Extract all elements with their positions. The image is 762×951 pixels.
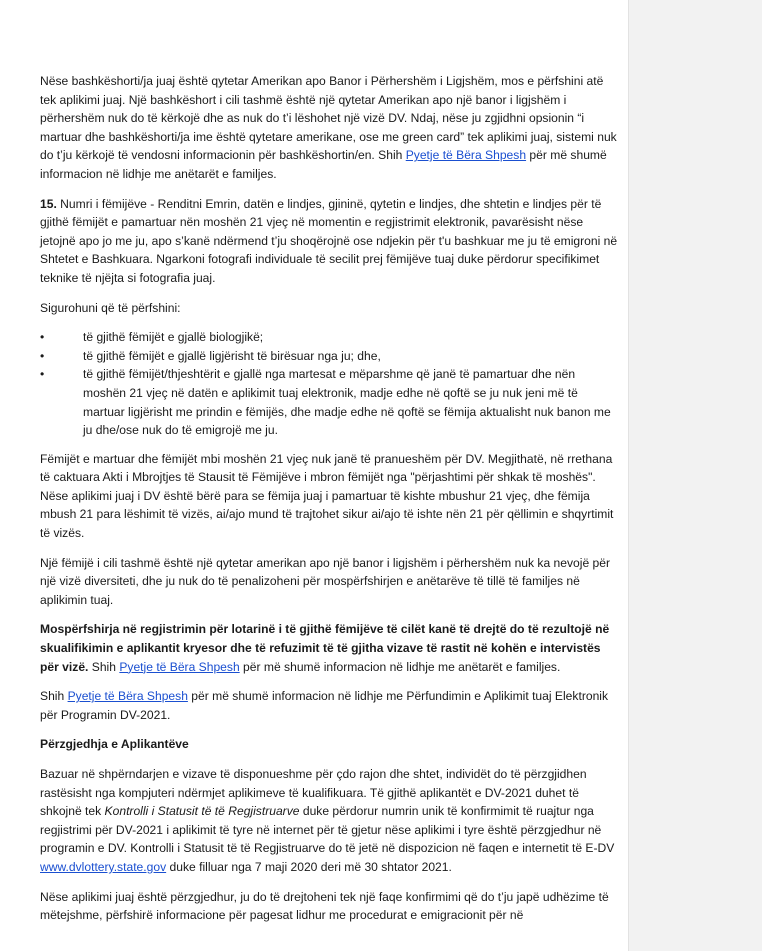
see-more-text-b: për më shumë informacion në lidhje me Përfundimin e Aplikimit tuaj Elektronik për Programin DV-2021. [40, 689, 609, 722]
bullet-icon: • [40, 367, 45, 382]
selection-heading: Përzgjedhja e Aplikantëve [40, 737, 189, 752]
failure-text-a: Shih [88, 659, 120, 674]
section-number: 15. [40, 196, 57, 211]
failure-bold-text: Mospërfshirja në regjistrimin për lotarinë i të gjithë fëmijëve të cilët kanë të drejtë do të rezultojë në skualifikimin e aplikantit kryesor dhe të refuzimit të të gjitha vizave të rastit në kohën e intervistës për vizë. [40, 622, 610, 674]
faq-link[interactable]: Pyetje të Bëra Shpesh [67, 689, 188, 704]
children-text: Numri i fëmijëve - Renditni Emrin, datën e lindjes, gjininë, qytetin e lindjes, dhe shtetin e lindjes për të gjithë fëmijët e pamartuar nën moshën 21 vjeç në momentin e regjistrimit elektronik, pavarësisht nëse jetojnë apo jo me ju, apo s’kanë ndërmend t’ju shoqërojnë ose ndjekin për t'u bashkuar me ju të emigroni në Shtetet e Bashkuara. Ngarkoni fotografi individuale të secilit prej fëmijëve tuaj duke përdorur specifikimet teknike të njëjta si fotografia juaj. [40, 196, 618, 285]
paragraph-ensure: Sigurohuni që të përfshini: [40, 300, 181, 315]
document-body [40, 72, 618, 936]
paragraph-see-more [40, 687, 618, 724]
dvlottery-link[interactable]: www.dvlottery.state.gov [40, 859, 167, 874]
paragraph-failure-warning [40, 620, 618, 676]
paragraph-spouse [40, 72, 618, 184]
list-item-text: të gjithë fëmijët/thjeshtërit e gjallë nga martesat e mëparshme që janë të pamartuar dhe nën moshën 21 vjeç në datën e aplikimit tuaj elektronik, madje edhe në qoftë se ju nuk jeni më të martuar ligjërisht me prindin e fëmijës, dhe madje edhe në qoftë se fëmija aktualisht nuk banon me ju dhe/ose nuk do të emigrojë me ju. [83, 367, 611, 438]
selection-text-c: duke filluar nga 7 maji 2020 deri më 30 shtator 2021. [166, 859, 452, 874]
bullet-icon: • [40, 348, 45, 363]
faq-link[interactable]: Pyetje të Bëra Shpesh [405, 148, 527, 163]
paragraph-selected: Nëse aplikimi juaj është përzgjedhur, ju do të drejtoheni tek një faqe konfirmimi që do t’ju japë udhëzime të mëtejshme, përfshirë informacione për pagesat lidhur me procedurat e emigracionit për në [40, 889, 609, 923]
failure-text-b: për më shumë informacion në lidhje me anëtarët e familjes. [239, 659, 561, 674]
see-more-text-a: Shih [40, 689, 68, 704]
children-bullet-list [40, 328, 618, 440]
spouse-text-b: për më shumë informacion në lidhje me anëtarët e familjes. [40, 148, 607, 181]
list-item-text: të gjithë fëmijët e gjallë biologjikë; [83, 330, 264, 345]
comment-margin-pane [628, 0, 762, 951]
paragraph-children [40, 195, 618, 288]
selection-text-b: duke përdorur numrin unik të konfirmimit të ruajtur nga regjistrimi për DV-2021 i aplikimit të tyre në internet për të gjetur nëse aplikimi i tyre është përzgjedhur në programin e DV. Kontrolli i Statusit të të Regjistruarve do të jetë në dispozicion në faqen e internetit të E-DV [40, 804, 615, 856]
list-item [40, 365, 618, 439]
spouse-text-a: Nëse bashkëshorti/ja juaj është qytetar Amerikan apo Banor i Përhershëm i Ligjshëm, mos e përfshini atë tek aplikimi juaj. Një bashkëshort i cili tashmë është një qytetar Amerikan apo një banor i ligjshëm i përhershëm nuk do të kërkojë dhe as nuk do t’i lëshohet një vizë DV. Ndaj, nëse ju zgjidhni opsionin “i martuar dhe bashkëshorti/ja ime është qytetare amerikane, ose me green card” tek aplikimi juaj, sistemi nuk do t’ju kërkojë të vendosni informacionin për bashkëshortin/en. Shih [40, 74, 617, 163]
list-item-text: të gjithë fëmijët e gjallë ligjërisht të birësuar nga ju; dhe, [83, 348, 381, 363]
list-item [40, 347, 618, 366]
paragraph-married-children: Fëmijët e martuar dhe fëmijët mbi moshën 21 vjeç nuk janë të pranueshëm për DV. Megjithatë, në rrethana të caktuara Akti i Mbrojtjes të Stausit të Fëmijëve i mbron fëmijët nga "përjashtimi për shkak të moshës". Nëse aplikimi juaj i DV është bërë para se fëmija juaj i pamartuar të kishte mbushur 21 vjeç, dhe fëmija mbush 21 para lëshimit të vizës, ai/ajo mund të trajtohet sikur ai/ajo të ishte nën 21 për qëllimin e shqyrtimit të vizës. [40, 451, 614, 541]
selection-text-a: Bazuar në shpërndarjen e vizave të disponueshme për çdo rajon dhe shtet, individët do të përzgjidhen rastësisht nga kompjuteri ndërmjet aplikimeve të kualifikuara. Të gjithë aplikantët e DV-2021 duhet të shkojnë tek [40, 767, 587, 819]
bullet-icon: • [40, 330, 45, 345]
selection-italic-text: Kontrolli i Statusit të të Regjistruarve [104, 804, 300, 819]
list-item [40, 328, 618, 347]
faq-link[interactable]: Pyetje të Bëra Shpesh [119, 659, 240, 674]
paragraph-selection [40, 765, 618, 877]
paragraph-citizen-child: Një fëmijë i cili tashmë është një qytetar amerikan apo një banor i ligjshëm i përhershëm nuk ka nevojë për një vizë diversiteti, dhe ju nuk do të penalizoheni për mospërfshirjen e anëtarëve të tillë të familjes në aplikimin tuaj. [40, 555, 611, 607]
